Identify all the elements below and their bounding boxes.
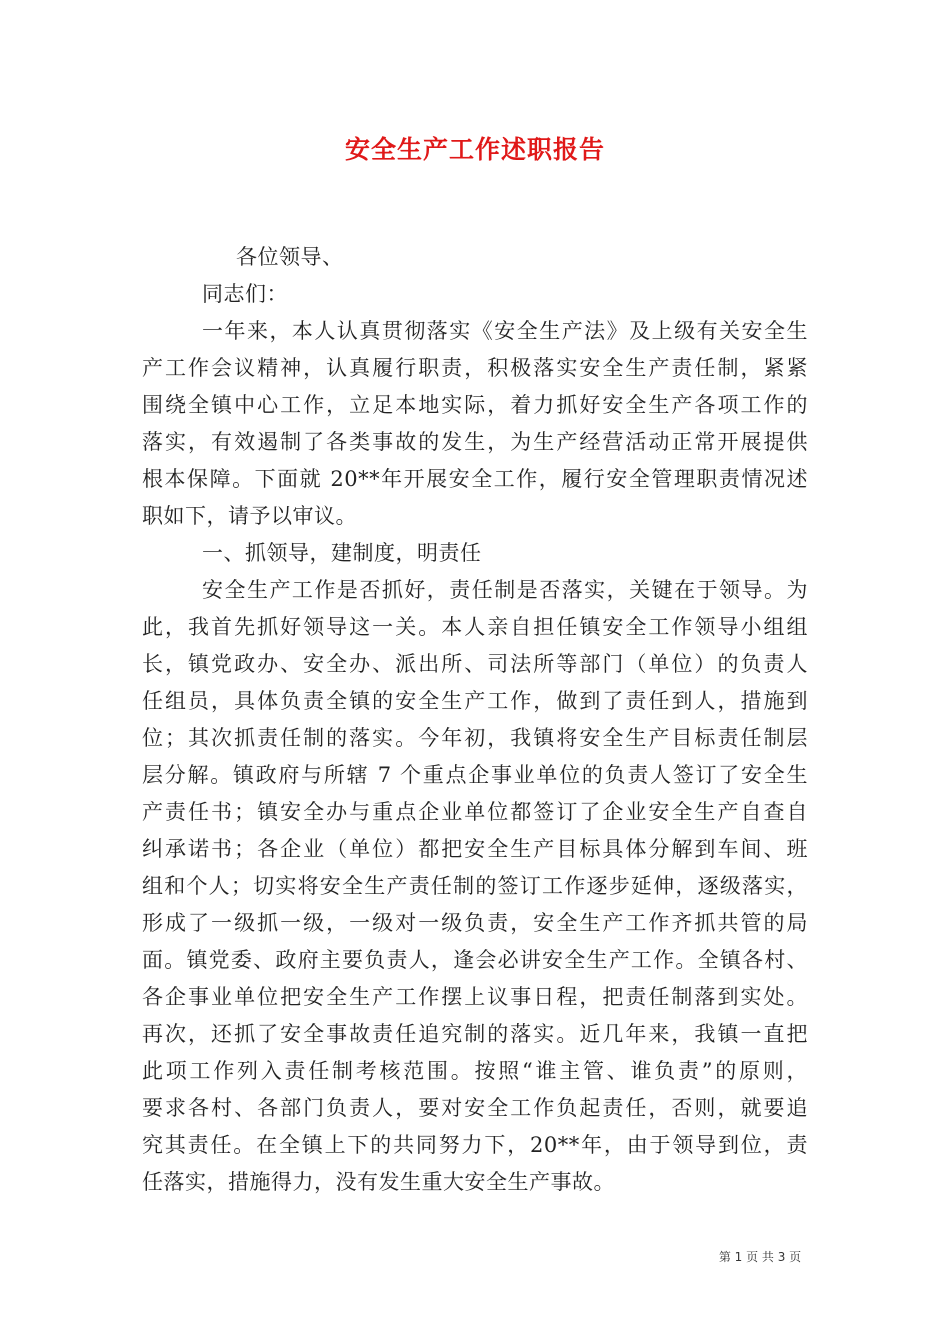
- paragraph-line: 面。镇党委、政府主要负责人，逢会必讲安全生产工作。全镇各村、: [142, 948, 808, 972]
- paragraph-line: 各企事业单位把安全生产工作摆上议事日程，把责任制落到实处。: [142, 985, 808, 1009]
- salutation-line: [142, 276, 822, 313]
- paragraph-line: 此，我首先抓好领导这一关。本人亲自担任镇安全工作领导小组组: [142, 615, 808, 639]
- paragraph-line: 职如下，请予以审议。: [142, 504, 357, 528]
- paragraph-line: 此项工作列入责任制考核范围。按照“谁主管、谁负责”的原则，: [142, 1059, 808, 1083]
- paragraph-line: 落实，有效遏制了各类事故的发生，为生产经营活动正常开展提供: [142, 430, 808, 454]
- document-body: [142, 239, 822, 1201]
- salutation-leaders: 各位领导、: [236, 245, 344, 269]
- paragraph-line: 组和个人；切实将安全生产责任制的签订工作逐步延伸，逐级落实，: [142, 874, 808, 898]
- paragraph-line: 纠承诺书；各企业（单位）都把安全生产目标具体分解到车间、班: [142, 837, 808, 861]
- paragraph-line: 任落实，措施得力，没有发生重大安全生产事故。: [142, 1170, 615, 1194]
- paragraph-line: 再次，还抓了安全事故责任追究制的落实。近几年来，我镇一直把: [142, 1022, 808, 1046]
- page-number: 第 1 页 共 3 页: [718, 1250, 802, 1264]
- paragraph-line: 要求各村、各部门负责人，要对安全工作负起责任，否则，就要追: [142, 1096, 808, 1120]
- paragraph-line: 层分解。镇政府与所辖 7 个重点企事业单位的负责人签订了安全生: [142, 763, 808, 787]
- line-text: 一年来，本人认真贯彻落实《安全生产法》及上级有关安全生: [202, 319, 808, 343]
- paragraph-line: 形成了一级抓一级，一级对一级负责，安全生产工作齐抓共管的局: [142, 911, 808, 935]
- paragraph-line: 长，镇党政办、安全办、派出所、司法所等部门（单位）的负责人: [142, 652, 808, 676]
- line-text: 安全生产工作是否抓好，责任制是否落实，关键在于领导。为: [202, 578, 808, 602]
- paragraph-line: 产责任书；镇安全办与重点企业单位都签订了企业安全生产自查自: [142, 800, 808, 824]
- paragraph-line: 产工作会议精神，认真履行职责，积极落实安全生产责任制，紧紧: [142, 356, 808, 380]
- paragraph-line: 究其责任。在全镇上下的共同努力下，20**年，由于领导到位，责: [142, 1133, 808, 1157]
- paragraph-line: 任组员，具体负责全镇的安全生产工作，做到了责任到人，措施到: [142, 689, 808, 713]
- paragraph-line: [142, 313, 808, 350]
- paragraph-line: 位；其次抓责任制的落实。今年初，我镇将安全生产目标责任制层: [142, 726, 808, 750]
- paragraph-line: [142, 572, 808, 609]
- paragraph-line: 围绕全镇中心工作，立足本地实际，着力抓好安全生产各项工作的: [142, 393, 808, 417]
- paragraph-line: 根本保障。下面就 20**年开展安全工作，履行安全管理职责情况述: [142, 467, 808, 491]
- document-title: 安全生产工作述职报告: [344, 135, 605, 164]
- section-heading-text: 一、抓领导，建制度，明责任: [202, 541, 482, 565]
- salutation-line: [142, 239, 822, 276]
- section-heading: [142, 535, 822, 572]
- salutation-comrades: 同志们：: [202, 282, 288, 306]
